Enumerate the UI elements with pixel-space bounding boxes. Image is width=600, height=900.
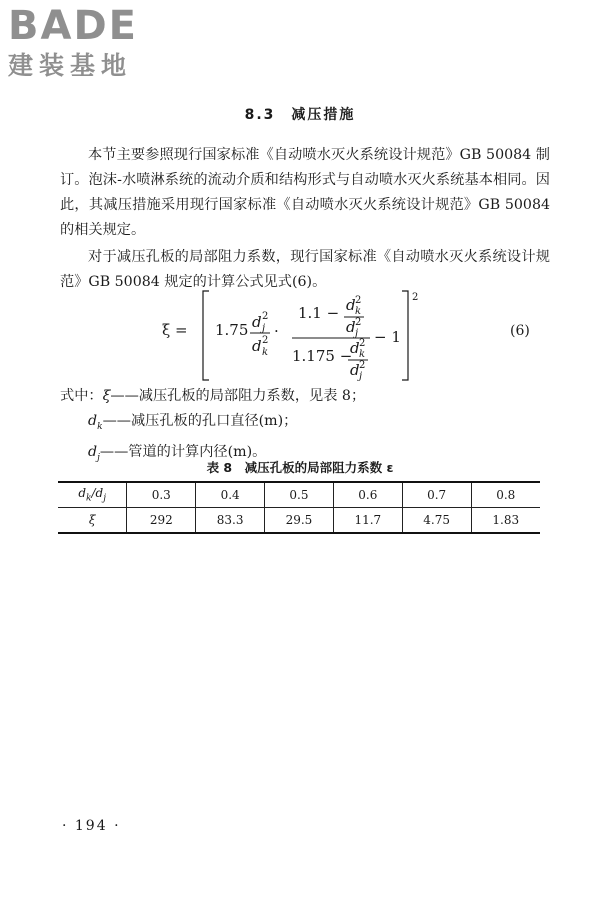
formula-frac1-den-sup: 2 (262, 335, 269, 346)
table-header-coefficient: ξ (58, 508, 127, 534)
table-cell-ratio: 0.3 (127, 482, 196, 508)
table-cell-ratio: 0.7 (402, 482, 471, 508)
table-cell-ratio: 0.5 (265, 482, 334, 508)
formula-coef: 1.75 (215, 321, 249, 339)
symbol-dj: d (88, 443, 98, 460)
formula-minus-one: − 1 (374, 328, 401, 346)
equation-number: (6) (510, 323, 530, 339)
definition-xi (60, 384, 550, 409)
formula-left-bracket (203, 291, 209, 380)
table-row-coefficient (58, 508, 540, 534)
table-cell-coefficient: 83.3 (196, 508, 265, 534)
formula-frac1-den-sub: k (262, 347, 269, 358)
formula-num-d-bottom-sup: 2 (355, 317, 362, 328)
definition-dk-text: ——减压孔板的孔口直径(m)； (102, 413, 298, 429)
table-cell-coefficient: 4.75 (402, 508, 471, 534)
logo-main-text: BADE (8, 3, 138, 49)
formula-num-const: 1.1 − (298, 304, 340, 322)
table-cell-coefficient: 292 (127, 508, 196, 534)
table-caption: 表 8 减压孔板的局部阻力系数 ε (206, 460, 394, 475)
formula-frac1-num-sup: 2 (262, 311, 269, 322)
formula-num-d-bottom-sub: j (355, 328, 359, 339)
symbol-dk-sub: k (97, 421, 103, 432)
formula-frac1-num-d: d (252, 313, 262, 331)
table-cell-coefficient: 1.83 (471, 508, 540, 534)
formula-right-bracket (402, 291, 408, 380)
resistance-coefficient-table (58, 481, 540, 534)
definition-xi-text: ——减压孔板的局部阻力系数，见表 8； (110, 388, 366, 404)
formula-frac1-num-sub: j (262, 323, 266, 334)
paragraph-formula-intro: 对于减压孔板的局部阻力系数，现行国家标准《自动喷水灭火系统设计规范》GB 50084 规定的计算公式见式(6)。 (60, 249, 550, 290)
formula-den-d-bottom: d (350, 361, 360, 379)
definition-prefix: 式中： (60, 388, 103, 404)
table-cell-ratio: 0.6 (333, 482, 402, 508)
table-cell-ratio: 0.8 (471, 482, 540, 508)
formula-den-d-bottom-sub: j (359, 371, 363, 382)
symbol-xi: ξ (102, 388, 111, 404)
page-number: · 194 · (62, 818, 121, 834)
symbol-dk: d (88, 413, 98, 429)
formula-num-d-top-sup: 2 (355, 295, 362, 306)
table-row-ratio (58, 482, 540, 508)
formula-lhs: ξ = (162, 321, 188, 339)
formula-den-d-top: d (350, 339, 360, 357)
formula-num-d-top-sub: k (355, 306, 362, 317)
formula-den-const: 1.175 − (292, 347, 353, 365)
formula-num-d-top: d (346, 296, 356, 314)
section-title: 8.3 减压措施 (244, 107, 356, 123)
table-cell-coefficient: 29.5 (265, 508, 334, 534)
definition-dj-text: ——管道的计算内径(m)。 (99, 443, 267, 460)
definition-dk (60, 409, 550, 440)
formula-den-d-bottom-sup: 2 (359, 360, 366, 371)
formula-frac1-den-d: d (252, 337, 262, 355)
table-header-ratio: $d_k/d_j$ (58, 482, 127, 508)
logo-sub-text: 建装基地 (8, 51, 133, 80)
formula-den-d-top-sup: 2 (359, 338, 366, 349)
formula-den-d-top-sub: k (359, 349, 366, 360)
formula-num-d-bottom: d (346, 318, 356, 336)
formula-dot: · (274, 322, 279, 340)
table-cell-coefficient: 11.7 (333, 508, 402, 534)
table-cell-ratio: 0.4 (196, 482, 265, 508)
symbol-dj-sub: j (97, 452, 100, 463)
site-logo (8, 4, 183, 84)
formula-exponent: 2 (412, 292, 419, 303)
paragraph-intro: 本节主要参照现行国家标准《自动喷水灭火系统设计规范》GB 50084 制订。泡沫-水喷淋系统的流动介质和结构形式与自动喷水灭火系统基本相同。因此，其减压措施采用现行国家标准《自动喷水灭火系统设计规范》GB 50084 的相关规定。 (60, 147, 550, 238)
